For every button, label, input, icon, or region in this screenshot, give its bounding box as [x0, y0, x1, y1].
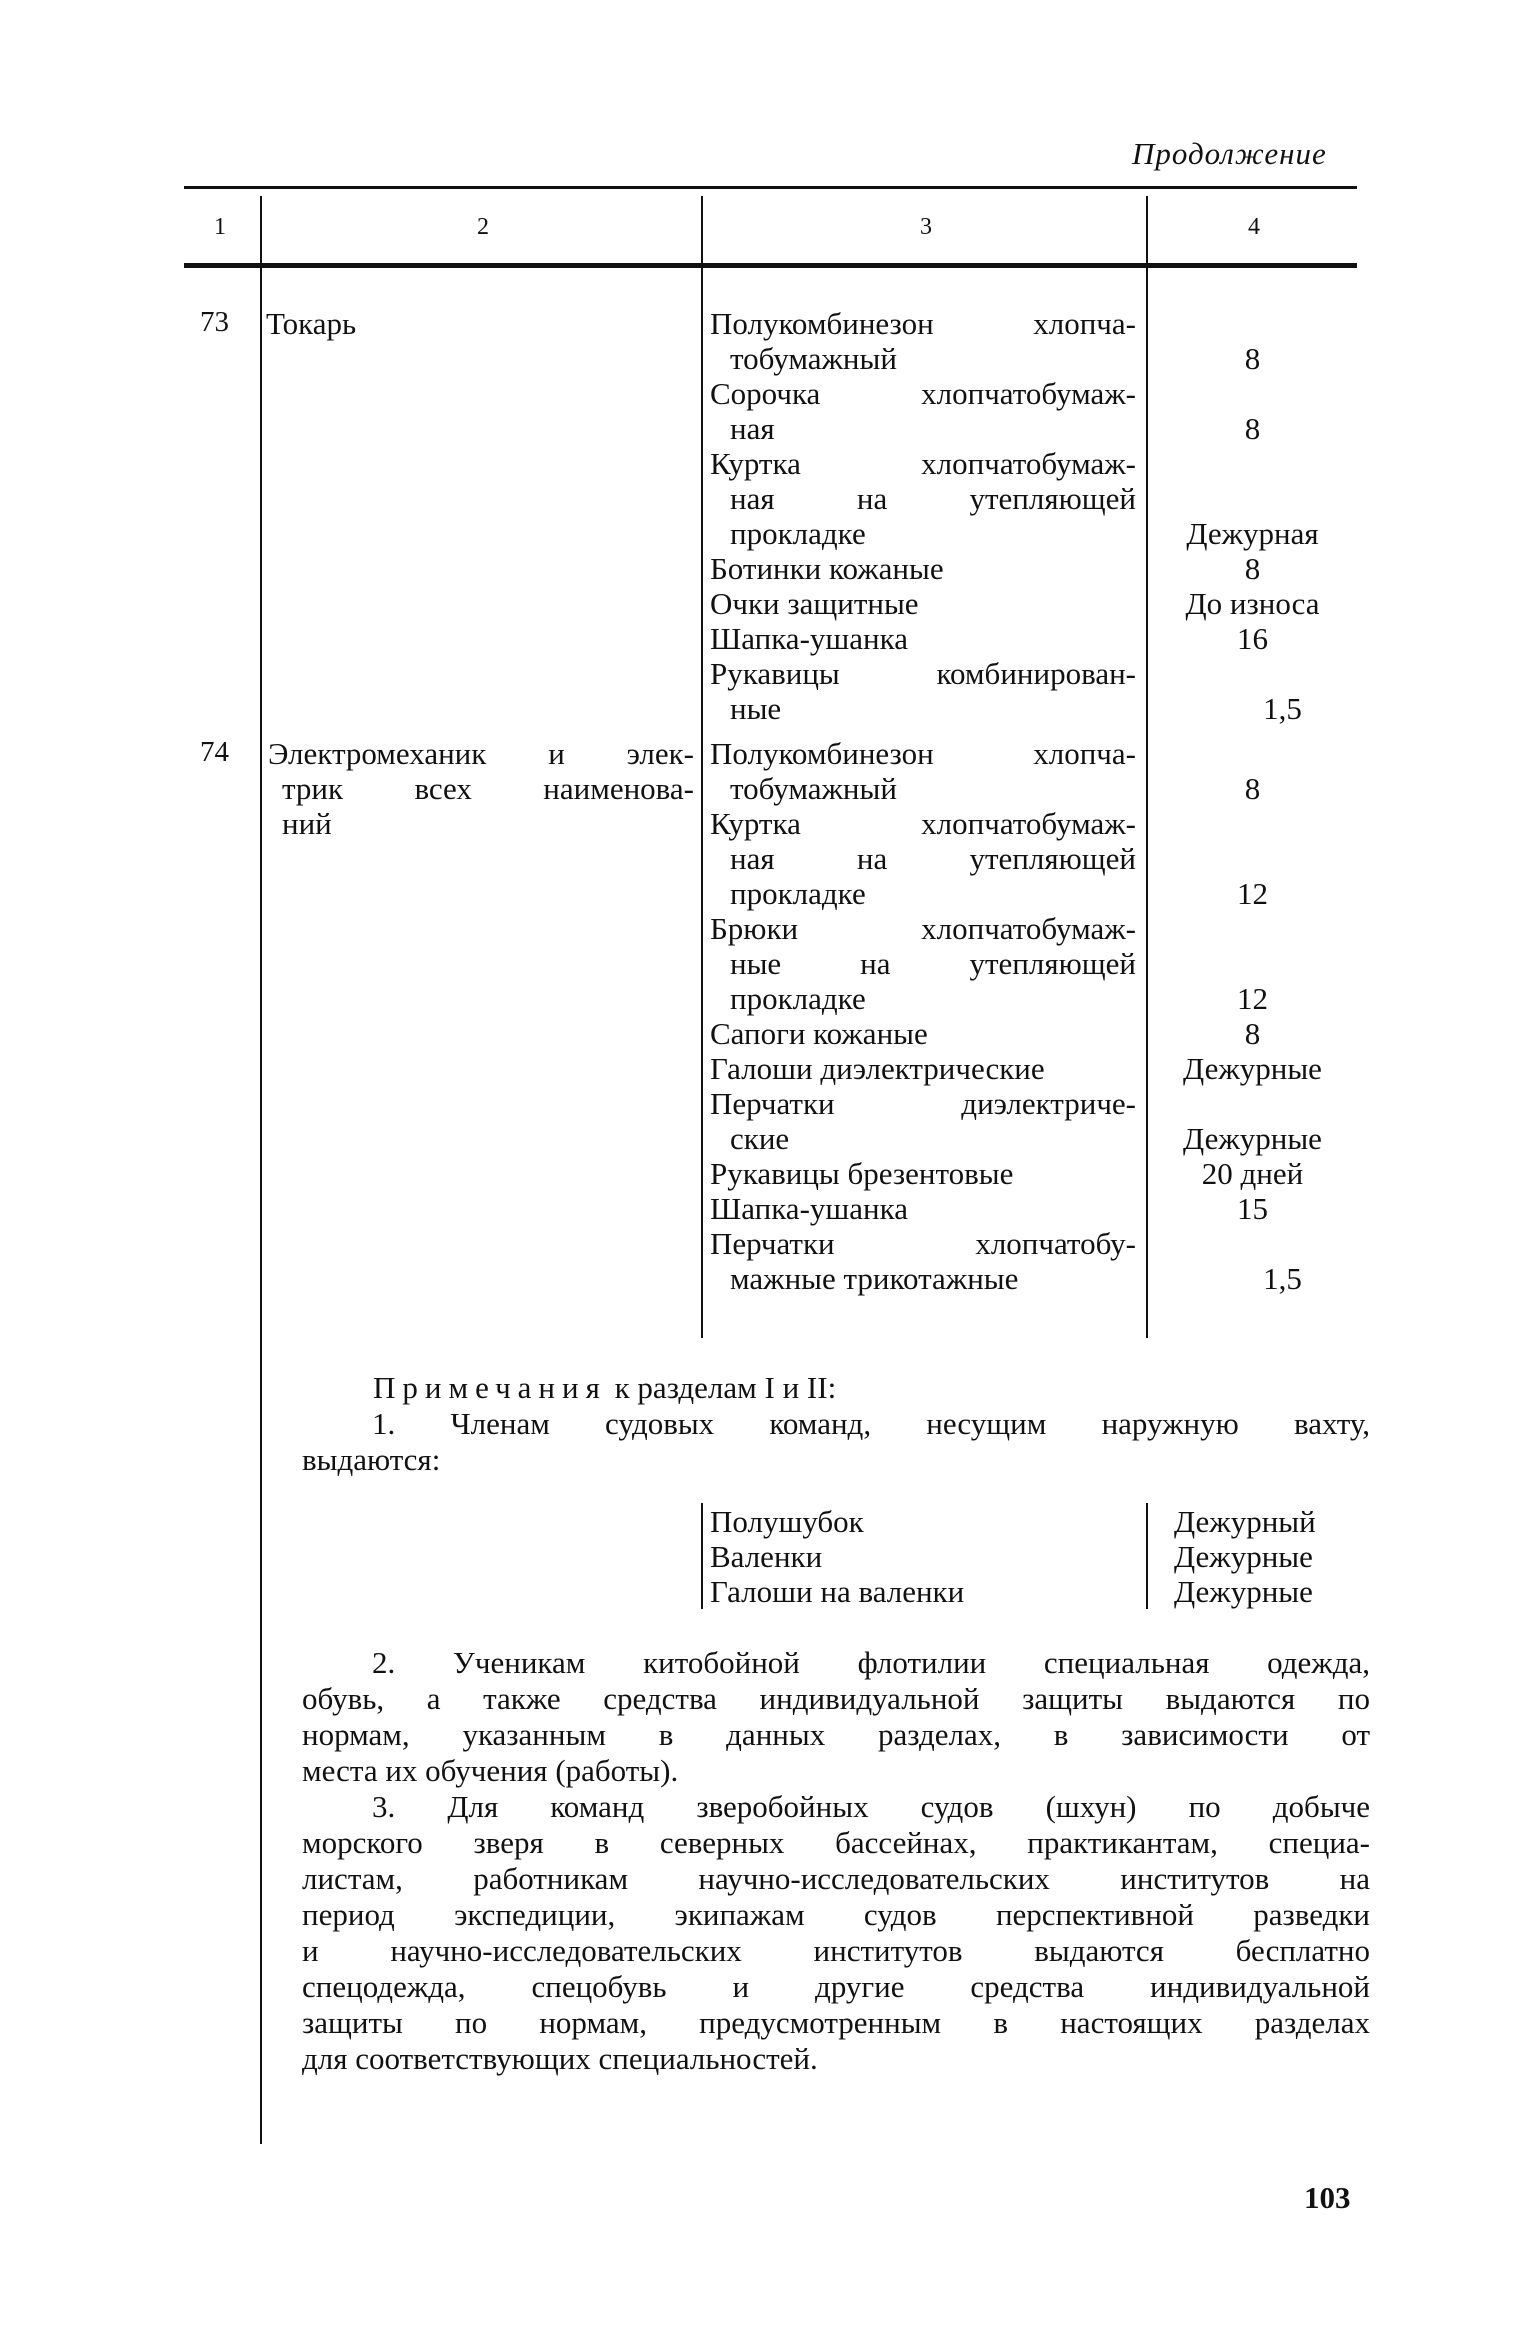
term-value: 8: [1244, 771, 1261, 806]
notes-title-spaced: Примечания: [373, 1370, 607, 1405]
item-line: ные: [730, 691, 782, 726]
column-divider-1: [260, 196, 262, 2144]
watch-term: Дежурный: [1174, 1504, 1316, 1539]
item-dielectric-galoshes: Галоши диэлектрические: [710, 1051, 1045, 1086]
note-2-line: обувь, а также средства индивидуальной защиты выдаются по: [302, 1681, 1370, 1716]
item-line: прокладке: [730, 876, 866, 911]
table-top-rule: [184, 186, 1357, 189]
profession-line: Токарь: [266, 306, 357, 341]
term-value: 15: [1237, 1191, 1268, 1226]
term-value: 8: [1244, 551, 1261, 586]
note-3-line: 3. Для команд зверобойных судов (шхун) по добыче: [372, 1789, 1370, 1824]
term: [1150, 446, 1355, 551]
note-3-line: для соответствующих специальностей.: [302, 2041, 818, 2076]
item-line: ная: [730, 411, 775, 446]
item-coverall: [710, 306, 1136, 376]
item-canvas-mittens: Рукавицы брезентовые: [710, 1156, 1014, 1191]
term-value: 20 дней: [1201, 1156, 1304, 1191]
term-value: До износа: [1185, 586, 1320, 621]
item-knit-gloves: [710, 1226, 1136, 1296]
item-line: мажные трикотажные: [730, 1261, 1019, 1296]
item-line: Полукомбинезон хлопча-: [710, 306, 1136, 341]
term: [1150, 911, 1355, 1016]
terms-row-74: [1150, 736, 1355, 1296]
note-2-line: нормам, указанным в данных разделах, в зависимости от: [302, 1717, 1370, 1752]
item-trousers: [710, 911, 1136, 1016]
term-value: Дежурные: [1183, 1121, 1322, 1156]
term: [1150, 376, 1355, 446]
term-value: Дежурные: [1183, 1051, 1322, 1086]
watch-terms: [1174, 1504, 1316, 1609]
watch-item-galoshes: Галоши на валенки: [710, 1574, 965, 1609]
page-number: 103: [1304, 2180, 1351, 2215]
row-number-73: 73: [200, 306, 229, 338]
term: [1150, 806, 1355, 911]
term: [1150, 306, 1355, 376]
note-3-line: защиты по нормам, предусмотренным в настоящих разделах: [302, 2005, 1370, 2040]
note-3-line: морского зверя в северных бассейнах, практикантам, специа-: [302, 1825, 1370, 1860]
table-header-rule: [184, 263, 1357, 268]
item-line: тобумажный: [730, 771, 897, 806]
item-boots: Ботинки кожаные: [710, 551, 944, 586]
row-number-74: 74: [200, 736, 229, 768]
term-value: 12: [1237, 981, 1268, 1016]
column-number-2: 2: [477, 214, 489, 240]
item-line: Полукомбинезон хлопча-: [710, 736, 1136, 771]
term-value: 16: [1237, 621, 1268, 656]
watch-term: Дежурные: [1174, 1539, 1313, 1574]
term-value: 8: [1244, 411, 1261, 446]
item-goggles: Очки защитные: [710, 586, 919, 621]
column-divider-3: [1146, 196, 1148, 1338]
item-coverall: [710, 736, 1136, 806]
term: [1150, 1226, 1355, 1296]
profession-line: Электромеханик и элек-: [268, 736, 694, 771]
note-3-line: период экспедиции, экипажам судов перспективной разведки: [302, 1897, 1370, 1932]
column-number-4: 4: [1248, 214, 1260, 240]
column-number-1: 1: [214, 214, 226, 240]
note-1-line: выдаются:: [302, 1442, 441, 1477]
note-3-line: спецодежда, спецобувь и другие средства индивидуальной: [302, 1969, 1370, 2004]
item-line: прокладке: [730, 516, 866, 551]
profession-electromechanic: [268, 736, 694, 841]
note-3-line: листам, работникам научно-исследовательских институтов на: [302, 1861, 1370, 1896]
notes-title-rest: к разделам I и II:: [614, 1370, 837, 1405]
item-line: Сорочка хлопчатобумаж-: [710, 376, 1136, 411]
items-row-73: [710, 306, 1136, 726]
column-number-3: 3: [920, 214, 932, 240]
note-2-line: 2. Ученикам китобойной флотилии специальная одежда,: [372, 1645, 1370, 1680]
note-1: [302, 1406, 1370, 1478]
item-jacket: [710, 446, 1136, 551]
note-1-line: 1. Членам судовых команд, несущим наружную вахту,: [372, 1406, 1370, 1441]
term: [1150, 736, 1355, 806]
item-line: Рукавицы комбинирован-: [710, 656, 1136, 691]
item-line: ские: [730, 1121, 790, 1156]
profession-line: ний: [282, 806, 332, 841]
term: [1150, 1086, 1355, 1156]
note-3-line: и научно-исследовательских институтов выдаются бесплатно: [302, 1933, 1370, 1968]
item-line: Куртка хлопчатобумаж-: [710, 806, 1136, 841]
item-jacket: [710, 806, 1136, 911]
item-line: Перчатки хлопчатобу-: [710, 1226, 1136, 1261]
terms-row-73: [1150, 306, 1355, 726]
item-hat: Шапка-ушанка: [710, 1191, 908, 1226]
term: [1150, 656, 1355, 726]
item-dielectric-gloves: [710, 1086, 1136, 1156]
watch-item-valenki: Валенки: [710, 1539, 823, 1574]
column-divider-2: [701, 196, 703, 1338]
term-value: 1,5: [1263, 1261, 1302, 1296]
item-line: ная на утепляющей: [730, 481, 1136, 516]
item-boots: Сапоги кожаные: [710, 1016, 928, 1051]
item-line: ная на утепляющей: [730, 841, 1136, 876]
item-line: Брюки хлопчатобумаж-: [710, 911, 1136, 946]
term-value: 8: [1244, 341, 1261, 376]
item-line: Куртка хлопчатобумаж-: [710, 446, 1136, 481]
note-3: [302, 1789, 1370, 2077]
watch-divider-left: [701, 1503, 703, 1609]
watch-term: Дежурные: [1174, 1574, 1313, 1609]
watch-divider-right: [1146, 1503, 1148, 1609]
item-line: тобумажный: [730, 341, 897, 376]
watch-item-sheepskin: Полушубок: [710, 1504, 864, 1539]
term-value: 8: [1244, 1016, 1261, 1051]
item-line: ные на утепляющей: [730, 946, 1136, 981]
profession-turner: [266, 306, 356, 341]
term-value: 1,5: [1263, 691, 1302, 726]
item-hat: Шапка-ушанка: [710, 621, 908, 656]
profession-line: трик всех наименова-: [282, 771, 694, 806]
term-value: Дежурная: [1186, 516, 1319, 551]
item-line: Перчатки диэлектриче-: [710, 1086, 1136, 1121]
continuation-label: Продолжение: [1132, 136, 1327, 171]
term-value: 12: [1237, 876, 1268, 911]
notes-title: [373, 1370, 836, 1406]
item-mittens: [710, 656, 1136, 726]
items-row-74: [710, 736, 1136, 1296]
item-line: прокладке: [730, 981, 866, 1016]
item-shirt: [710, 376, 1136, 446]
watch-items: [710, 1504, 964, 1609]
note-2-line: места их обучения (работы).: [302, 1753, 679, 1788]
note-2: [302, 1645, 1370, 1789]
